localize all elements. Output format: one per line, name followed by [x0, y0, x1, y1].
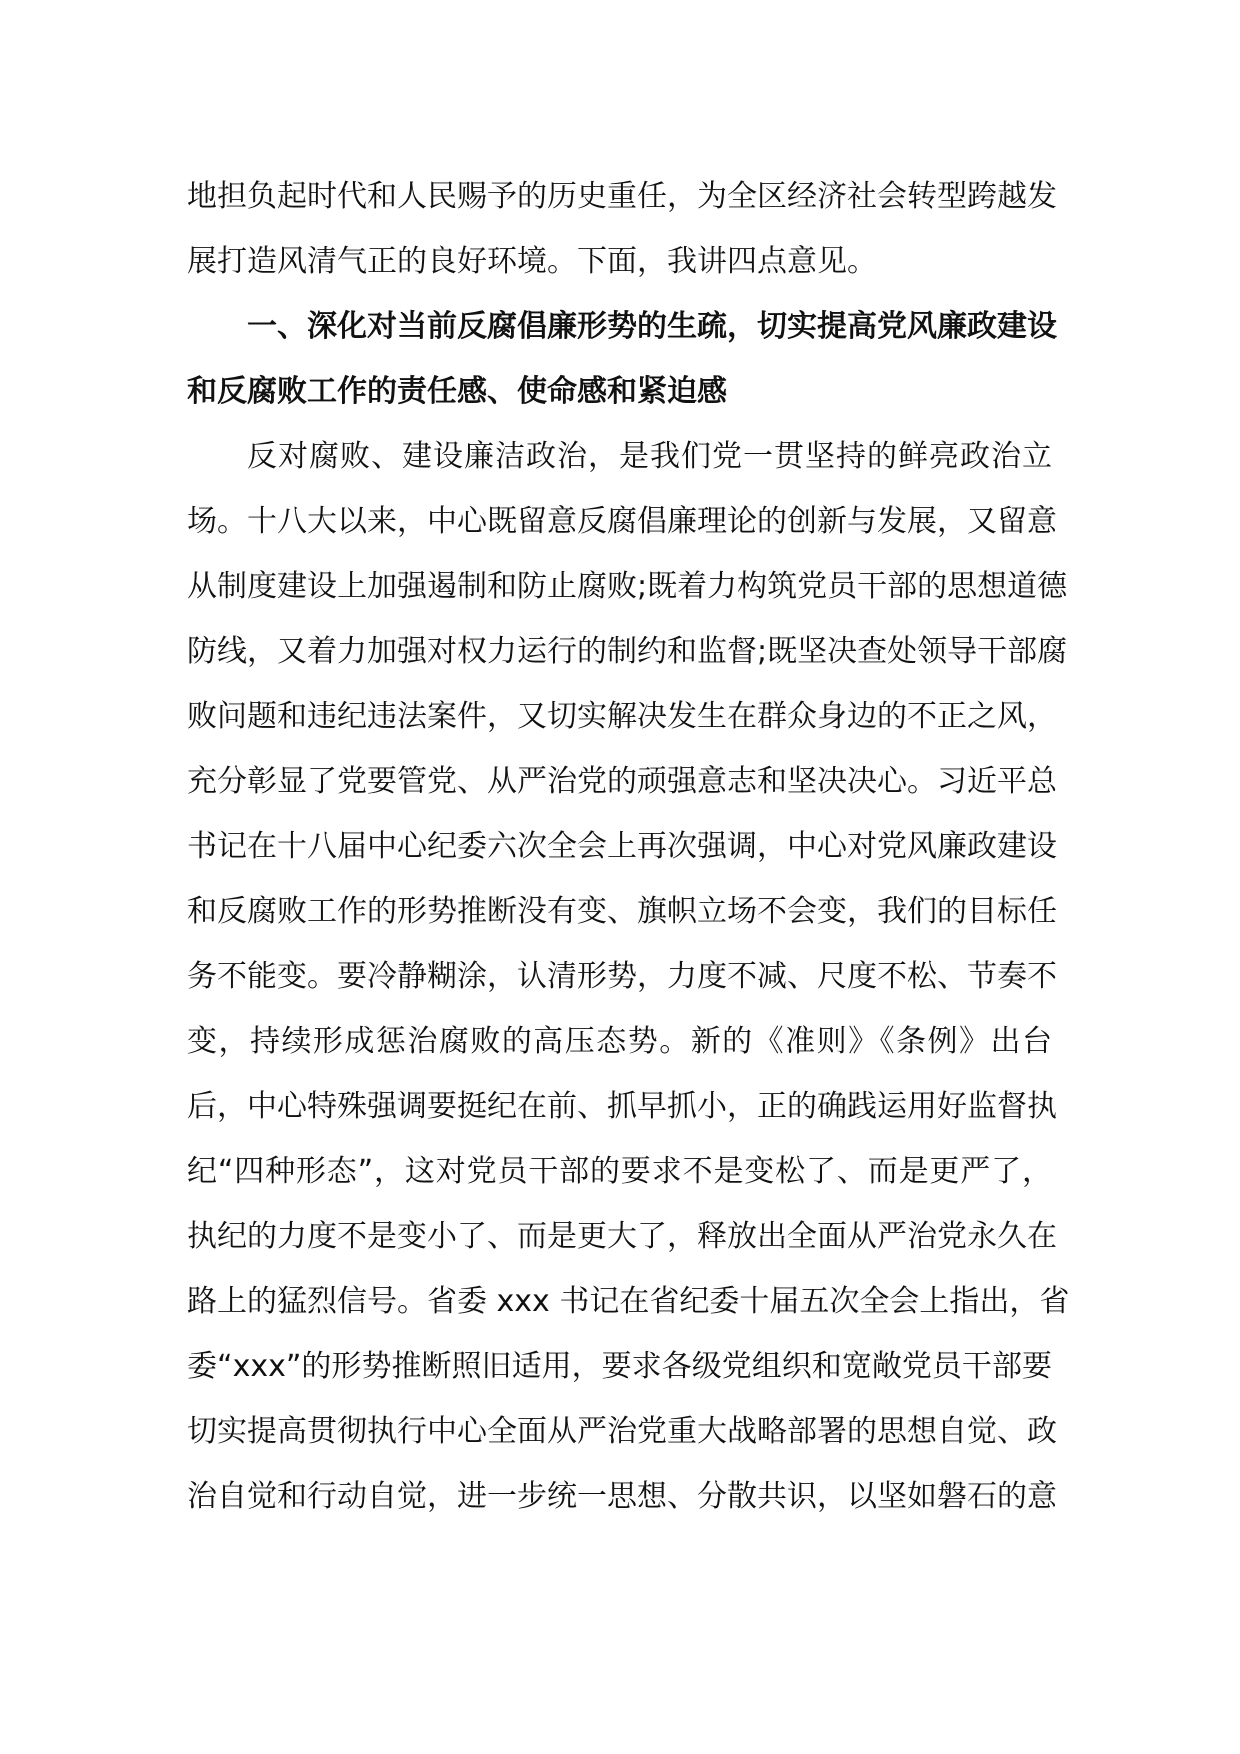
text-line: 和反腐败工作的形势推断没有变、旗帜立场不会变，我们的目标任: [187, 894, 1057, 929]
heading-line: 一、深化对当前反腐倡廉形势的生疏，切实提高党风廉政建设: [247, 309, 1057, 344]
text-line: 务不能变。要冷静糊涂，认清形势，力度不减、尺度不松、节奏不: [187, 959, 1057, 994]
paragraph-intro: [187, 164, 1057, 294]
text-line: 变，持续形成惩治腐败的高压态势。新的《准则》《条例》出台: [187, 1024, 1052, 1059]
text-line: 书记在十八届中心纪委六次全会上再次强调，中心对党风廉政建设: [187, 829, 1057, 864]
text-line: 执纪的力度不是变小了、而是更大了，释放出全面从严治党永久在: [187, 1219, 1057, 1254]
heading-line: 和反腐败工作的责任感、使命感和紧迫感: [187, 374, 727, 409]
text-line: 委“xxx”的形势推断照旧适用，要求各级党组织和宽敞党员干部要: [187, 1349, 1052, 1384]
text-line: 展打造风清气正的良好环境。下面，我讲四点意见。: [187, 244, 877, 279]
text-line: 场。十八大以来，中心既留意反腐倡廉理论的创新与发展，又留意: [187, 504, 1057, 539]
text-line: 反对腐败、建设廉洁政治，是我们党一贯坚持的鲜亮政治立: [247, 439, 1052, 474]
text-line: 路上的猛烈信号。省委 xxx 书记在省纪委十届五次全会上指出，省: [187, 1284, 1070, 1319]
text-line: 切实提高贯彻执行中心全面从严治党重大战略部署的思想自觉、政: [187, 1414, 1057, 1449]
text-line: 地担负起时代和人民赐予的历史重任，为全区经济社会转型跨越发: [187, 179, 1057, 214]
text-line: 防线，又着力加强对权力运行的制约和监督;既坚决查处领导干部腐: [187, 634, 1068, 669]
text-line: 后，中心特殊强调要挺纪在前、抓早抓小，正的确践运用好监督执: [187, 1089, 1057, 1124]
document-page: [187, 164, 1070, 1529]
text-line: 纪“四种形态”，这对党员干部的要求不是变松了、而是更严了，: [187, 1154, 1052, 1189]
section-heading: [187, 294, 1057, 424]
text-line: 败问题和违纪违法案件，又切实解决发生在群众身边的不正之风，: [187, 699, 1057, 734]
text-line: 治自觉和行动自觉，进一步统一思想、分散共识，以坚如磐石的意: [187, 1479, 1057, 1514]
text-line: 充分彰显了党要管党、从严治党的顽强意志和坚决决心。习近平总: [187, 764, 1057, 799]
paragraph-body: [187, 424, 1070, 1529]
text-line: 从制度建设上加强遏制和防止腐败;既着力构筑党员干部的思想道德: [187, 569, 1068, 604]
